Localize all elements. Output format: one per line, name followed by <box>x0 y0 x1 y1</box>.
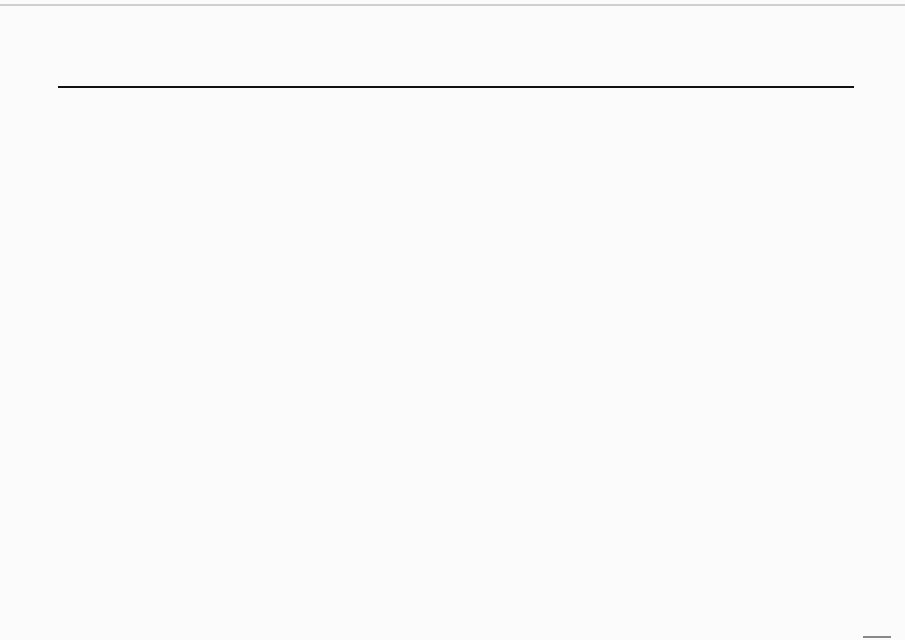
measures-table <box>58 86 854 88</box>
section-title <box>59 87 854 88</box>
section-row <box>59 87 854 88</box>
top-border-line <box>0 4 905 6</box>
page-edge-mark <box>863 636 891 638</box>
